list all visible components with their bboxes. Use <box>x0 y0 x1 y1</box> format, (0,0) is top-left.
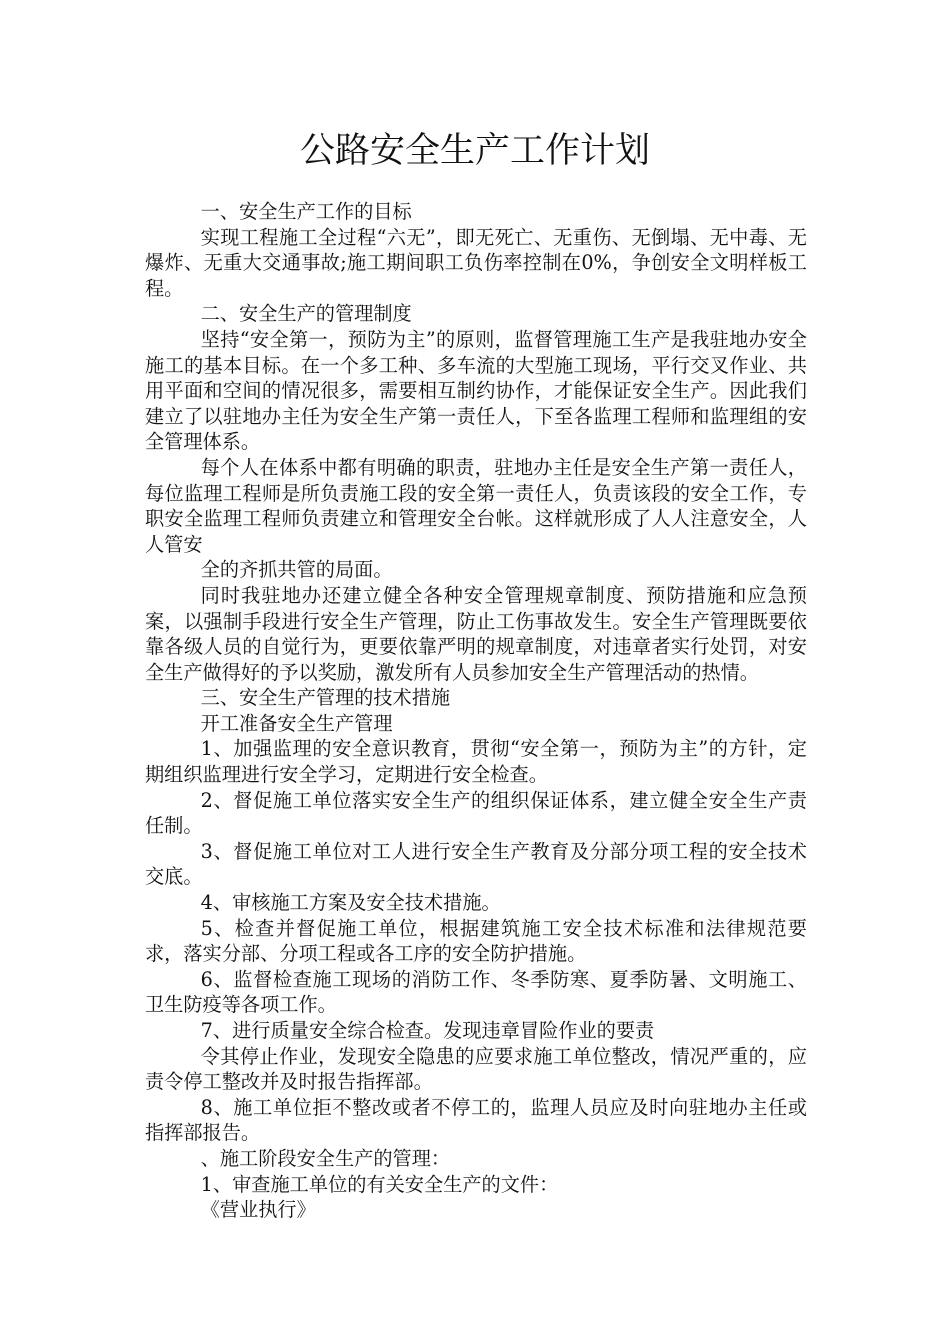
list-item: 1、审查施工单位的有关安全生产的文件： <box>200 1172 559 1196</box>
list-item: 6、监督检查施工现场的消防工作、冬季防寒、夏季防暑、文明施工、卫生防疫等各项工作。 <box>145 967 807 1017</box>
list-item: 2、督促施工单位落实安全生产的组织保证体系，建立健全安全生产责任制。 <box>145 788 807 838</box>
section-heading: 、施工阶段安全生产的管理： <box>200 1146 451 1170</box>
section-heading: 一、安全生产工作的目标 <box>200 200 412 223</box>
list-item: 7、进行质量安全综合检查。发现违章冒险作业的要责 <box>200 1019 655 1042</box>
paragraph: 令其停止作业，发现安全隐患的应要求施工单位整改，情况严重的，应责令停工整改并及时报告指挥部。 <box>145 1044 807 1094</box>
paragraph: 每个人在体系中都有明确的职责，驻地办主任是安全生产第一责任人，每位监理工程师是所负责施工段的安全第一责任人，负责该段的安全工作，专职安全监理工程师负责建立和管理安全台帐。这样就形成了人人注意安全，人人管安 <box>145 455 807 556</box>
list-item: 5、检查并督促施工单位，根据建筑施工安全技术标准和法律规范要求，落实分部、分项工程或各工序的安全防护措施。 <box>145 916 807 966</box>
paragraph: 全的齐抓共管的局面。 <box>200 558 393 582</box>
list-item: 1、加强监理的安全意识教育，贯彻“安全第一，预防为主”的方针，定期组织监理进行安全学习，定期进行安全检查。 <box>145 737 807 787</box>
list-item: 3、督促施工单位对工人进行安全生产教育及分部分项工程的安全技术交底。 <box>145 839 807 889</box>
document-body <box>145 199 807 1223</box>
list-item: 4、审核施工方案及安全技术措施。 <box>200 891 501 915</box>
list-item: 8、施工单位拒不整改或者不停工的，监理人员应及时向驻地办主任或指挥部报告。 <box>145 1095 807 1145</box>
section-heading: 二、安全生产的管理制度 <box>200 302 412 326</box>
paragraph: 同时我驻地办还建立健全各种安全管理规章制度、预防措施和应急预案，以强制手段进行安全生产管理，防止工伤事故发生。安全生产管理既要依靠各级人员的自觉行为，更要依靠严明的规章制度，对违章者实行处罚，对安全生产做得好的予以奖励，激发所有人员参加安全生产管理活动的热情。 <box>145 583 807 684</box>
subsection-heading: 开工准备安全生产管理 <box>200 711 393 735</box>
section-heading: 三、安全生产管理的技术措施 <box>200 686 451 710</box>
document-title: 公路安全生产工作计划 <box>299 131 650 171</box>
paragraph: 坚持“安全第一，预防为主”的原则，监督管理施工生产是我驻地办安全施工的基本目标。在一个多工种、多车流的大型施工现场，平行交叉作业、共用平面和空间的情况很多，需要相互制约协作，才能保证安全生产。因此我们建立了以驻地办主任为安全生产第一责任人，下至各监理工程师和监理组的安全管理体系。 <box>145 327 807 454</box>
paragraph: 《营业执行》 <box>200 1198 316 1222</box>
paragraph: 实现工程施工全过程“六无”，即无死亡、无重伤、无倒塌、无中毒、无爆炸、无重大交通事故;施工期间职工负伤率控制在0%，争创安全文明样板工程。 <box>145 225 807 300</box>
